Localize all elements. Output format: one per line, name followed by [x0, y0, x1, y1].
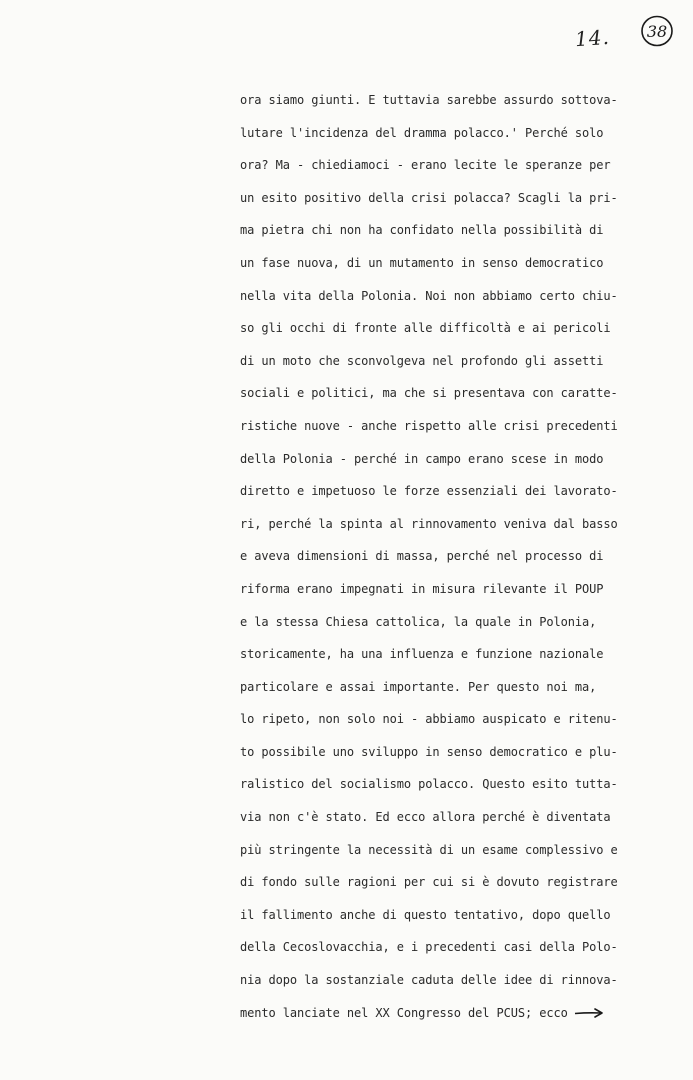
text-line: ralistico del socialismo polacco. Questo esito tutta-: [240, 777, 618, 792]
text-line: ristiche nuove - anche rispetto alle crisi precedenti: [240, 418, 618, 433]
circled-number-stamp: [640, 14, 674, 48]
typed-text-body: [240, 84, 620, 1029]
text-line: di un moto che sconvolgeva nel profondo gli assetti: [240, 353, 604, 368]
text-line: un esito positivo della crisi polacca? Scagli la pri-: [240, 190, 618, 205]
text-line: via non c'è stato. Ed ecco allora perché è diventata: [240, 810, 611, 825]
continuation-arrow-icon: [574, 1007, 604, 1019]
text-line: di fondo sulle ragioni per cui si è dovuto registrare: [240, 875, 618, 890]
text-line: e la stessa Chiesa cattolica, la quale in Polonia,: [240, 614, 597, 629]
text-line: nella vita della Polonia. Noi non abbiamo certo chiu-: [240, 288, 618, 303]
text-line: storicamente, ha una influenza e funzione nazionale: [240, 647, 604, 662]
text-line: so gli occhi di fronte alle difficoltà e ai pericoli: [240, 321, 611, 336]
text-line: riforma erano impegnati in misura rilevante il POUP: [240, 581, 604, 596]
text-line: il fallimento anche di questo tentativo, dopo quello: [240, 907, 611, 922]
text-line: lutare l'incidenza del dramma polacco.' Perché solo: [240, 125, 604, 140]
stamp-number: 38: [646, 22, 668, 41]
text-line: sociali e politici, ma che si presentava con caratte-: [240, 386, 618, 401]
handwritten-page-number: 14.: [574, 24, 611, 52]
text-line-last: [240, 997, 620, 1030]
text-line: e aveva dimensioni di massa, perché nel processo di: [240, 549, 604, 564]
text-line: particolare e assai importante. Per questo noi ma,: [240, 679, 597, 694]
text-line: della Polonia - perché in campo erano scese in modo: [240, 451, 604, 466]
text-line: ma pietra chi non ha confidato nella possibilità di: [240, 223, 604, 238]
text-line: to possibile uno sviluppo in senso democratico e plu-: [240, 744, 618, 759]
text-line: ora? Ma - chiediamoci - erano lecite le speranze per: [240, 158, 611, 173]
text-line: un fase nuova, di un mutamento in senso democratico: [240, 255, 604, 270]
last-line-text: mento lanciate nel XX Congresso del PCUS; ecco: [240, 1005, 568, 1020]
text-line: ri, perché la spinta al rinnovamento veniva dal basso: [240, 516, 618, 531]
text-line: diretto e impetuoso le forze essenziali dei lavorato-: [240, 484, 618, 499]
text-line: nia dopo la sostanziale caduta delle idee di rinnova-: [240, 973, 618, 988]
text-line: della Cecoslovacchia, e i precedenti casi della Polo-: [240, 940, 618, 955]
text-line: più stringente la necessità di un esame complessivo e: [240, 842, 618, 857]
text-line: ora siamo giunti. E tuttavia sarebbe assurdo sottova-: [240, 93, 618, 107]
text-line: lo ripeto, non solo noi - abbiamo auspicato e ritenu-: [240, 712, 618, 727]
